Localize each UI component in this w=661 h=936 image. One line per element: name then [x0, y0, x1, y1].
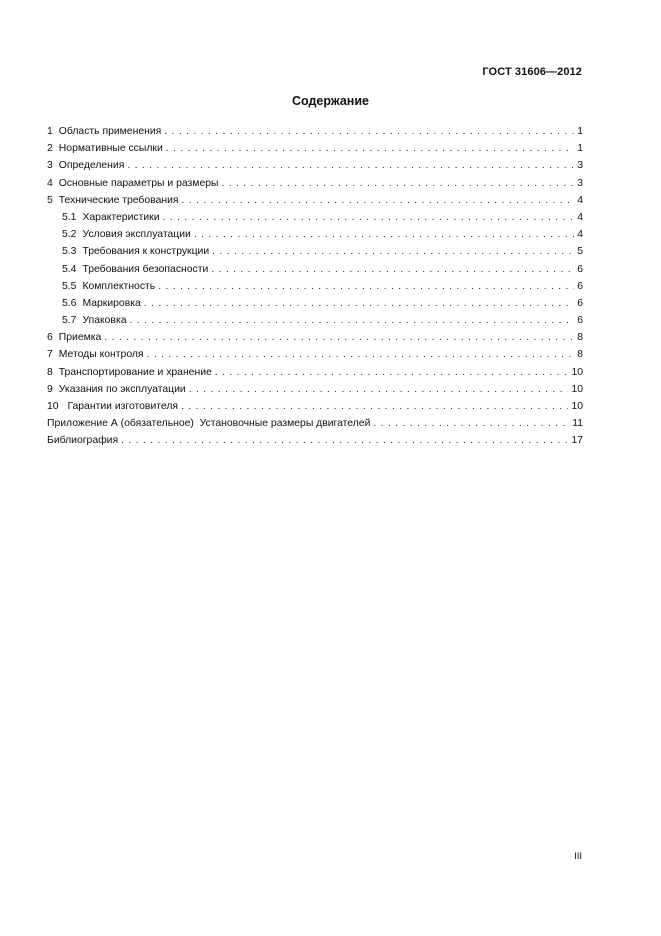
toc-item-label: Область применения — [58, 126, 162, 137]
toc-leader-dots — [158, 278, 574, 295]
toc-item-number: 10 — [47, 401, 59, 412]
toc-leader-dots — [194, 226, 574, 243]
toc-leader-dots — [121, 432, 568, 449]
toc-item-page: 1 — [577, 126, 583, 137]
toc-item-label: Определения — [58, 160, 125, 172]
toc-item-number: 2 — [47, 143, 53, 155]
toc-item[interactable] — [47, 140, 583, 157]
document-code: ГОСТ 31606—2012 — [482, 66, 582, 78]
toc-item-label: Маркировка — [82, 297, 141, 309]
toc-leader-dots — [181, 398, 568, 415]
toc-item-number: 5.5 — [62, 280, 77, 292]
toc-leader-dots — [215, 364, 569, 381]
toc-subitem[interactable] — [47, 261, 583, 278]
toc-item-label: Приложение А (обязательное) Установочные размеры двигателей — [47, 418, 371, 430]
toc-item-label: Комплектность — [82, 280, 156, 292]
toc-subitem[interactable] — [47, 209, 583, 226]
toc-item-label: Приемка — [58, 332, 102, 344]
toc-item-label: Нормативные ссылки — [58, 143, 163, 155]
table-of-contents — [47, 123, 583, 450]
toc-leader-dots — [221, 175, 574, 192]
toc-item-label: Указания по эксплуатации — [58, 383, 186, 395]
toc-item[interactable] — [47, 175, 583, 192]
toc-item-number: 9 — [47, 383, 53, 395]
toc-leader-dots — [212, 243, 574, 260]
toc-leader-dots — [163, 209, 575, 226]
toc-item-number: 5.4 — [62, 263, 77, 275]
toc-item-page: 6 — [577, 315, 583, 327]
toc-leader-dots — [189, 381, 569, 398]
toc-item-label: Условия эксплуатации — [82, 229, 191, 241]
toc-item-number: 5.2 — [62, 229, 77, 241]
toc-item-number: 6 — [47, 332, 53, 344]
toc-item-number: 1 — [47, 126, 53, 137]
toc-item-page: 3 — [577, 160, 583, 172]
toc-leader-dots — [164, 123, 574, 140]
toc-leader-dots — [373, 415, 569, 432]
toc-item-number: 5.7 — [62, 315, 77, 327]
toc-leader-dots — [211, 261, 574, 278]
toc-item-label: Упаковка — [82, 315, 127, 327]
toc-item-appendix[interactable] — [47, 415, 583, 432]
toc-item-label: Библиография — [47, 435, 119, 447]
toc-item-page: 4 — [577, 211, 583, 223]
toc-item-page: 4 — [577, 194, 583, 206]
toc-item-number: 7 — [47, 349, 53, 361]
toc-subitem[interactable] — [47, 243, 583, 260]
toc-item-page: 6 — [577, 263, 583, 275]
toc-subitem[interactable] — [47, 226, 583, 243]
toc-leader-dots — [127, 157, 574, 174]
toc-subitem[interactable] — [47, 312, 583, 329]
toc-item-page: 8 — [577, 349, 583, 361]
toc-item-page: 1 — [577, 143, 583, 155]
toc-item-number: 5.1 — [62, 211, 77, 223]
toc-item-page: 4 — [577, 229, 583, 241]
toc-leader-dots — [182, 192, 575, 209]
toc-subitem[interactable] — [47, 295, 583, 312]
toc-item[interactable] — [47, 398, 583, 415]
toc-item-label: Основные параметры и размеры — [58, 177, 219, 189]
toc-item-page: 17 — [571, 435, 583, 447]
toc-item-number: 3 — [47, 160, 53, 172]
toc-item-page: 6 — [577, 280, 583, 292]
toc-item-page: 10 — [571, 401, 583, 412]
toc-item-number: 4 — [47, 177, 53, 189]
toc-item-number: 8 — [47, 366, 53, 378]
toc-item-label: Методы контроля — [58, 349, 144, 361]
toc-item-label: Требования к конструкции — [82, 246, 210, 258]
toc-item-page: 6 — [577, 297, 583, 309]
toc-item-label: Характеристики — [82, 211, 160, 223]
toc-leader-dots — [144, 295, 574, 312]
toc-item-page: 8 — [577, 332, 583, 344]
toc-subitem[interactable] — [47, 278, 583, 295]
toc-leader-dots — [130, 312, 575, 329]
toc-item[interactable] — [47, 329, 583, 346]
toc-item-page: 10 — [571, 383, 583, 395]
toc-item[interactable] — [47, 192, 583, 209]
toc-item[interactable] — [47, 364, 583, 381]
toc-item-label: Технические требования — [58, 194, 179, 206]
toc-leader-dots — [166, 140, 574, 157]
toc-item-label: Транспортирование и хранение — [58, 366, 212, 378]
toc-item[interactable] — [47, 123, 583, 140]
toc-item[interactable] — [47, 157, 583, 174]
toc-leader-dots — [104, 329, 574, 346]
toc-item-bibliography[interactable] — [47, 432, 583, 449]
toc-item-page: 5 — [577, 246, 583, 258]
toc-item-page: 3 — [577, 177, 583, 189]
toc-item-page: 11 — [572, 418, 583, 430]
toc-item-number: 5.3 — [62, 246, 77, 258]
toc-item-page: 10 — [571, 366, 583, 378]
toc-item[interactable] — [47, 346, 583, 363]
toc-item-number: 5.6 — [62, 297, 77, 309]
toc-item[interactable] — [47, 381, 583, 398]
toc-item-number: 5 — [47, 194, 53, 206]
toc-title: Содержание — [291, 94, 369, 108]
page-number: III — [574, 851, 582, 862]
toc-item-label: Требования безопасности — [82, 263, 209, 275]
toc-leader-dots — [147, 346, 575, 363]
toc-item-label: Гарантии изготовителя — [64, 401, 179, 412]
